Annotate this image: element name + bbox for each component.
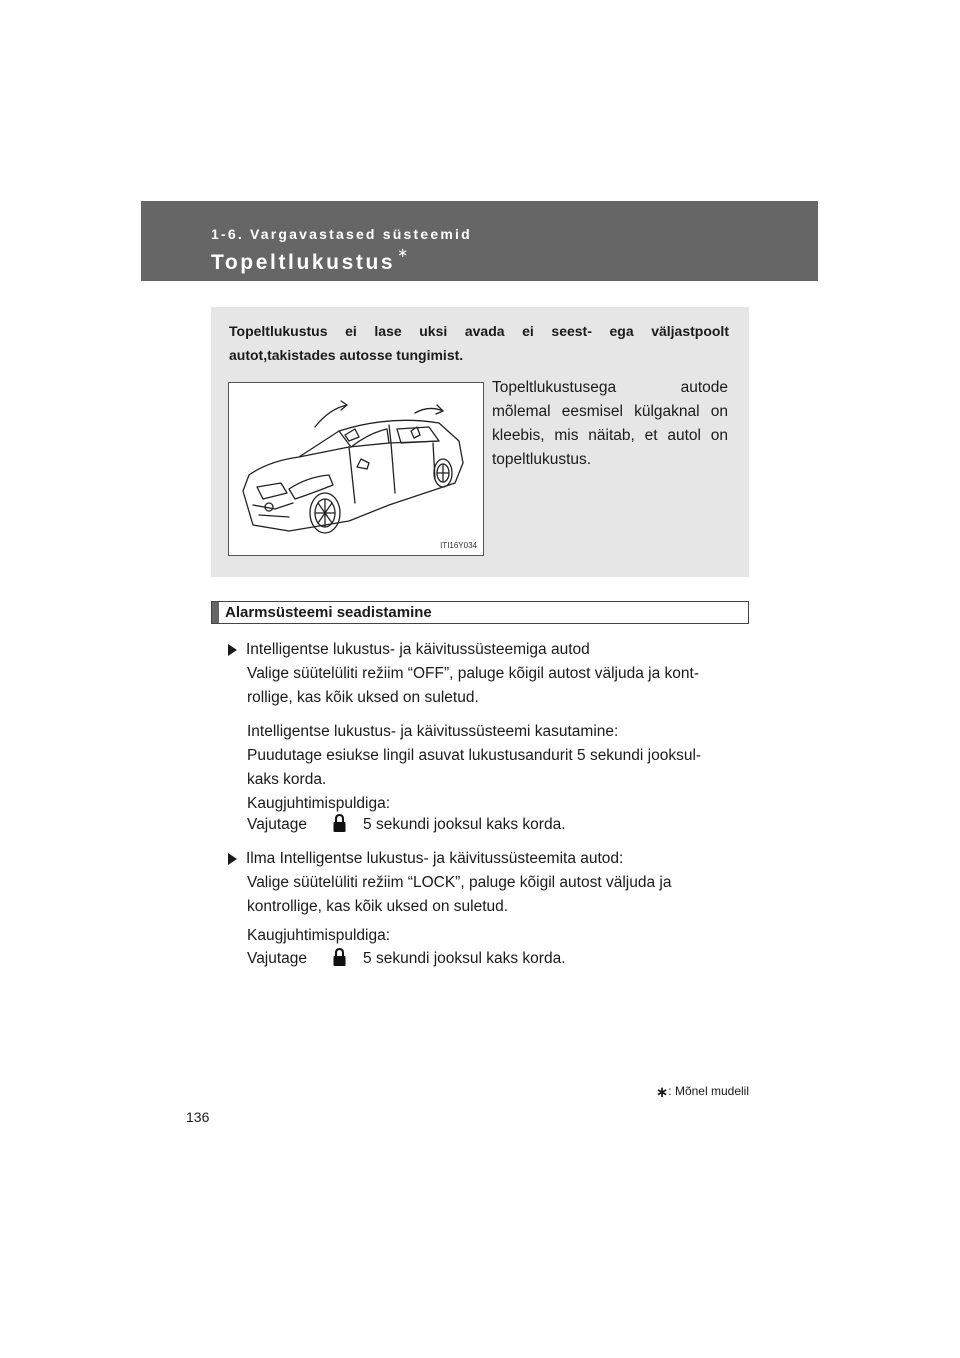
text-line: Intelligentse lukustus- ja käivitussüsteemi kasutamine:: [247, 723, 619, 740]
car-illustration: [228, 382, 484, 556]
instruction-paragraph: [247, 662, 743, 710]
press-lock-line: [247, 947, 566, 968]
figure-caption: Topeltlukustusega autode mõlemal eesmisel külgaknal on kleebis, mis näitab, et autol on topeltlukustus.: [492, 379, 728, 468]
footnote-marker: ∗: [655, 1084, 669, 1101]
press-prefix: Vajutage: [247, 816, 308, 833]
text-line: Puudutage esiukse lingil asuvat lukustusandurit 5 sekundi jooksul-: [247, 747, 702, 764]
press-lock-line: [247, 813, 566, 834]
bullet-label: Ilma Intelligentse lukustus- ja käivitussüsteemita autod:: [246, 850, 624, 867]
heading-bar: [212, 602, 219, 623]
page-title: [211, 245, 411, 275]
page-number: 136: [186, 1109, 210, 1125]
text-line: Valige süütelüliti režiim “LOCK”, paluge kõigil autost väljuda ja: [247, 874, 672, 891]
section-heading-text: Alarmsüsteemi seadistamine: [225, 604, 432, 621]
text-line: rollige, kas kõik uksed on suletud.: [247, 689, 479, 706]
figure-id: ITI16Y034: [440, 541, 477, 550]
footnote: [656, 1083, 749, 1101]
text-line: Kaugjuhtimispuldiga:: [247, 795, 391, 812]
intro-box: [211, 307, 749, 577]
press-suffix: 5 sekundi jooksul kaks korda.: [363, 950, 566, 967]
lock-icon: [332, 947, 347, 967]
bullet-label: Intelligentse lukustus- ja käivitussüsteemiga autod: [246, 641, 590, 658]
instruction-paragraph: [247, 720, 743, 816]
bullet-triangle-icon: [228, 853, 237, 865]
text-line: kaks korda.: [247, 771, 327, 788]
press-prefix: Vajutage: [247, 950, 308, 967]
text-line: Valige süütelüliti režiim “OFF”, paluge kõigil autost väljuda ja kont-: [247, 665, 699, 682]
lock-icon: [332, 813, 347, 833]
text-line: Kaugjuhtimispuldiga:: [247, 927, 391, 944]
model-marker: ∗: [397, 245, 411, 260]
bullet-triangle-icon: [228, 644, 237, 656]
text-line: kontrollige, kas kõik uksed on suletud.: [247, 898, 509, 915]
press-suffix: 5 sekundi jooksul kaks korda.: [363, 816, 566, 833]
page-title-text: Topeltlukustus: [211, 251, 396, 274]
section-label: 1-6. Vargavastased süsteemid: [211, 226, 472, 242]
instruction-paragraph: [247, 871, 743, 919]
section-heading: [211, 601, 749, 624]
car-drawing: [229, 383, 483, 555]
intro-text: Topeltlukustus ei lase uksi avada ei seest- ega väljastpoolt autot,takistades autosse tungimist.: [229, 323, 729, 363]
footnote-text: : Mõnel mudelil: [668, 1084, 749, 1098]
header-band: [141, 201, 818, 281]
instruction-paragraph: [247, 924, 743, 948]
